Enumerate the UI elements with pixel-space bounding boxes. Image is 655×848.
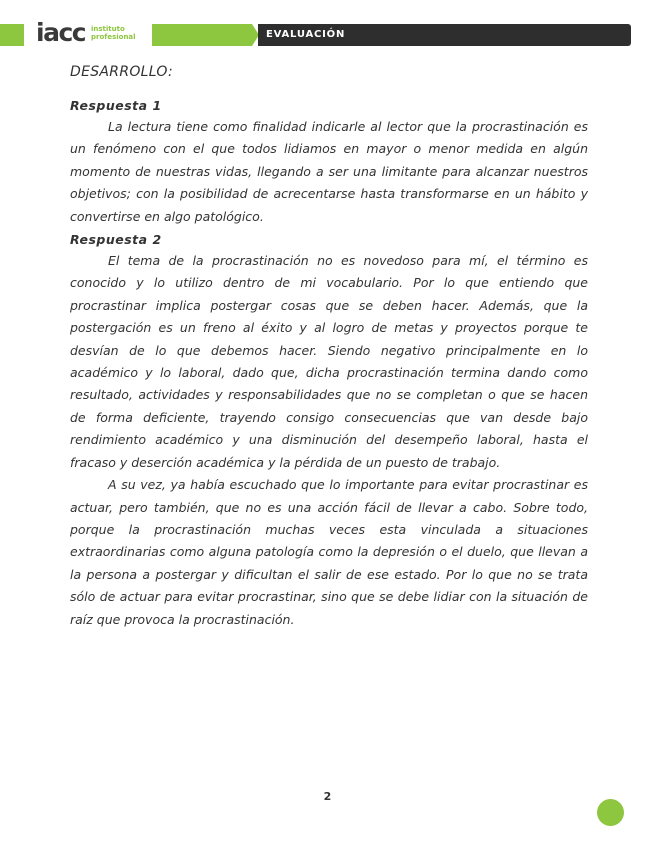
answer-2-paragraph-1: El tema de la procrastinación no es novedoso para mí, el término es conocido y lo utilizo dentro de mi vocabulario. Por lo que entiendo que procrastinar implica postergar cosas que se deben hacer. Además, que la postergación es un freno al éxito y al logro de metas y proyectos porque te desvían de lo que debemos hacer. Siendo negativo principalmente en lo académico y lo laboral, dado que, dicha procrastinación termina dando como resultado, actividades y responsabilidades que no se completan o que se hacen de forma deficiente, trayendo consigo consecuencias que van desde bajo rendimiento académico y una disminución del desempeño laboral, hasta el fracaso y deserción académica y la pérdida de un puesto de trabajo. [70,253,588,470]
logo-subtitle [91,25,136,41]
green-accent-block [0,24,24,46]
green-circle-decoration [597,799,624,826]
page-header [0,18,655,48]
iacc-logo: iacc [36,18,86,47]
answer-2-title: Respuesta 2 [70,232,162,248]
answer-1-paragraph: La lectura tiene como finalidad indicarle al lector que la procrastinación es un fenómeno con el que todos lidiamos en mayor o menor medida en algún momento de nuestras vidas, llegando a ser una limitante para alcanzar nuestros objetivos; con la posibilidad de acrecentarse hasta transformarse en un hábito y convertirse en algo patológico. [70,119,588,224]
section-heading: DESARROLLO: [70,64,174,80]
logo-subtitle-line2: profesional [91,33,136,41]
page-number: 2 [323,790,332,803]
section-label: EVALUACIÓN [266,29,346,40]
green-header-bar [152,24,252,46]
document-body [70,62,588,631]
logo-subtitle-line1: instituto [91,25,125,33]
answer-2-paragraph-2: A su vez, ya había escuchado que lo importante para evitar procrastinar es actuar, pero también, que no es una acción fácil de llevar a cabo. Sobre todo, porque la procrastinación muchas veces esta vinculada a situaciones extraordinarias como alguna patología como la depresión o el duelo, que llevan a la persona a postergar y dificultan el salir de ese estado. Por lo que no se trata sólo de actuar para evitar procrastinar, sino que se debe lidiar con la situación de raíz que provoca la procrastinación. [70,477,588,627]
answer-1-title: Respuesta 1 [70,98,162,113]
